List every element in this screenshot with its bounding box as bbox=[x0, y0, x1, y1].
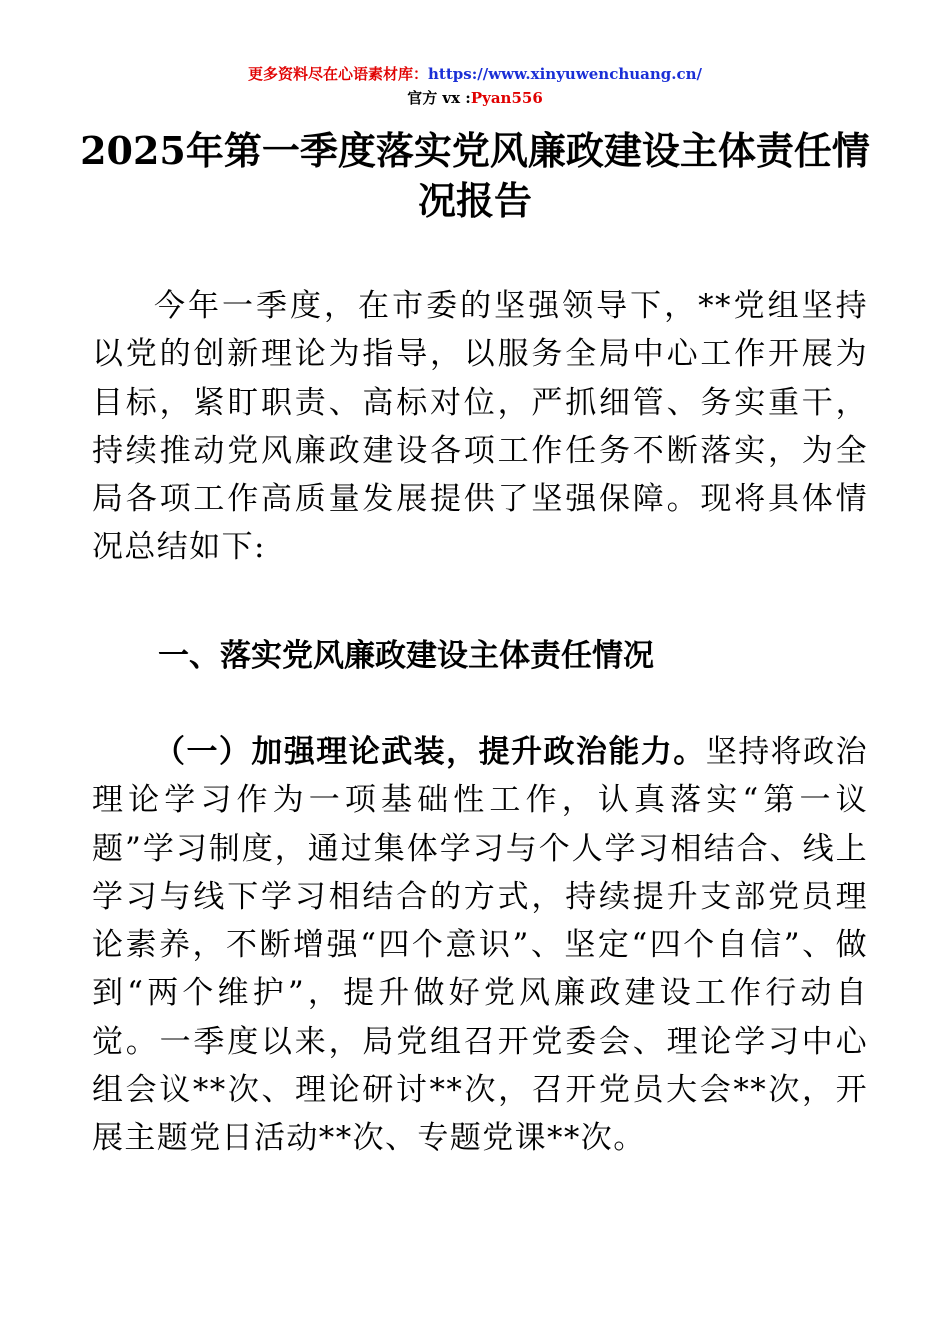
contact-id: Pyan556 bbox=[470, 89, 543, 107]
paragraph-body: 坚持将政治理论学习作为一项基础性工作，认真落实“第一议题”学习制度，通过集体学习与个人学习相结合、线上学习与线下学习相结合的方式，持续提升支部党员理论素养，不断增强“四个意识”、坚定“四个自信”、做到“两个维护”，提升做好党风廉政建设工作行动自觉。一季度以来，局党组召开党委会、理论学习中心组会议**次、理论研讨**次，召开党员大会**次，开展主题党日活动**次、专题党课**次。 bbox=[92, 734, 868, 1157]
paragraph-lead: （一）加强理论武装，提升政治能力。 bbox=[154, 734, 706, 770]
contact-header bbox=[0, 88, 950, 108]
promo-header bbox=[0, 64, 950, 84]
section-heading: 一、落实党风廉政建设主体责任情况 bbox=[158, 638, 654, 674]
document-title: 2025年第一季度落实党风廉政建设主体责任情况报告 bbox=[80, 128, 870, 223]
contact-label: 官方 vx : bbox=[407, 89, 471, 107]
promo-link[interactable]: https://www.xinyuwenchuang.cn/ bbox=[428, 65, 702, 83]
promo-text: 更多资料尽在心语素材库： bbox=[248, 65, 429, 83]
intro-paragraph: 今年一季度，在市委的坚强领导下，**党组坚持以党的创新理论为指导，以服务全局中心工作开展为目标，紧盯职责、高标对位，严抓细管、务实重干，持续推动党风廉政建设各项工作任务不断落实，为全局各项工作高质量发展提供了坚强保障。现将具体情况总结如下: bbox=[92, 288, 868, 566]
body-paragraph bbox=[92, 728, 868, 1163]
